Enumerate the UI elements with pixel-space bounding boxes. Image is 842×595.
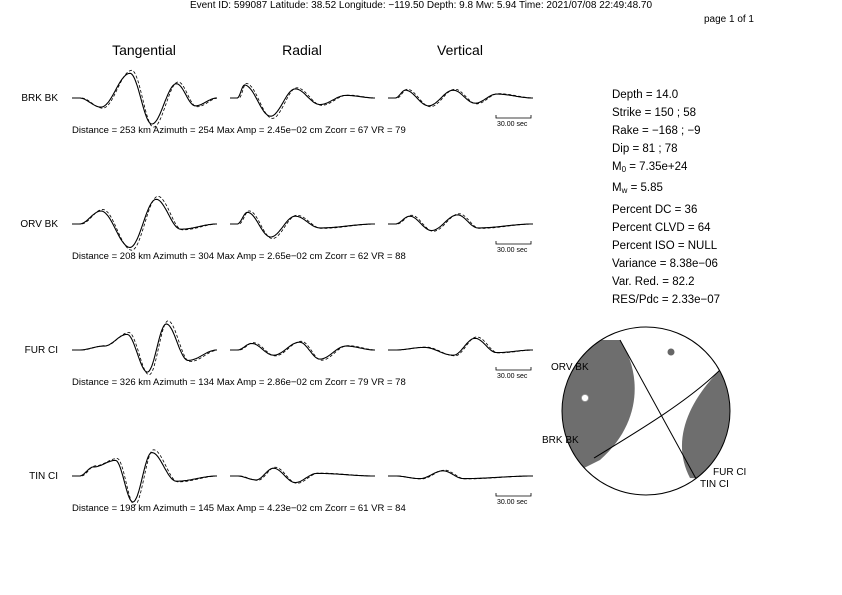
- station-dot-brk: [582, 395, 589, 402]
- param-depth: Depth = 14.0: [612, 89, 679, 101]
- station-info-fur: Distance = 326 km Azimuth = 134 Max Amp = 2.86e−02 cm Zcorr = 79 VR = 78: [72, 377, 406, 388]
- station-info-tin: Distance = 198 km Azimuth = 145 Max Amp = 4.23e−02 cm Zcorr = 61 VR = 84: [72, 503, 406, 514]
- time-scale-label: 30.00 sec: [497, 373, 528, 380]
- column-title-tangential: Tangential: [112, 42, 176, 58]
- beachball-label-orv: ORV BK: [551, 362, 589, 373]
- m0-symbol: M: [612, 161, 622, 174]
- beachball-label-fur: FUR CI: [713, 467, 747, 478]
- beachball-compressional-left: [560, 340, 635, 480]
- nodal-plane-1: [620, 340, 700, 486]
- param-rake: Rake = −168 ; −9: [612, 125, 701, 138]
- param-percent-dc: Percent DC = 36: [612, 203, 698, 216]
- mw-subscript: w: [621, 186, 628, 196]
- time-scale-label: 30.00 sec: [497, 121, 528, 128]
- m0-subscript: 0: [621, 165, 627, 175]
- time-scale-label: 30.00 sec: [497, 499, 528, 506]
- station-info-orv: Distance = 208 km Azimuth = 304 Max Amp = 2.65e−02 cm Zcorr = 62 VR = 88: [72, 251, 406, 262]
- station-label-brk: BRK BK: [21, 93, 58, 104]
- mw-symbol: M: [612, 182, 622, 195]
- column-title-radial: Radial: [282, 42, 322, 58]
- station-info-brk: Distance = 253 km Azimuth = 254 Max Amp = 2.45e−02 cm Zcorr = 67 VR = 79: [72, 125, 406, 136]
- event-header: Event ID: 599087 Latitude: 38.52 Longitude: −119.50 Depth: 9.8 Mw: 5.94 Time: 2021/07/08 22:49:48.70: [189, 0, 653, 11]
- beachball-label-tin: TIN CI: [700, 479, 729, 490]
- time-scale-label: 30.00 sec: [497, 247, 528, 254]
- station-label-orv: ORV BK: [20, 219, 58, 230]
- column-title-vertical: Vertical: [437, 42, 483, 58]
- mw-value: = 5.85: [627, 182, 663, 195]
- param-percent-iso: Percent ISO = NULL: [612, 239, 718, 252]
- station-label-tin: TIN CI: [29, 471, 58, 482]
- param-var-red: Var. Red. = 82.2: [612, 275, 695, 288]
- m0-value: = 7.35e+24: [626, 161, 688, 174]
- param-dip: Dip = 81 ; 78: [612, 143, 678, 156]
- param-strike: Strike = 150 ; 58: [612, 107, 697, 120]
- param-percent-clvd: Percent CLVD = 64: [612, 221, 711, 234]
- beachball-label-brk: BRK BK: [542, 435, 579, 446]
- station-label-fur: FUR CI: [24, 345, 58, 356]
- param-variance: Variance = 8.38e−06: [612, 257, 718, 270]
- page-indicator: page 1 of 1: [703, 14, 754, 25]
- param-res-pdc: RES/Pdc = 2.33e−07: [612, 294, 721, 307]
- station-dot-orv: [668, 349, 675, 356]
